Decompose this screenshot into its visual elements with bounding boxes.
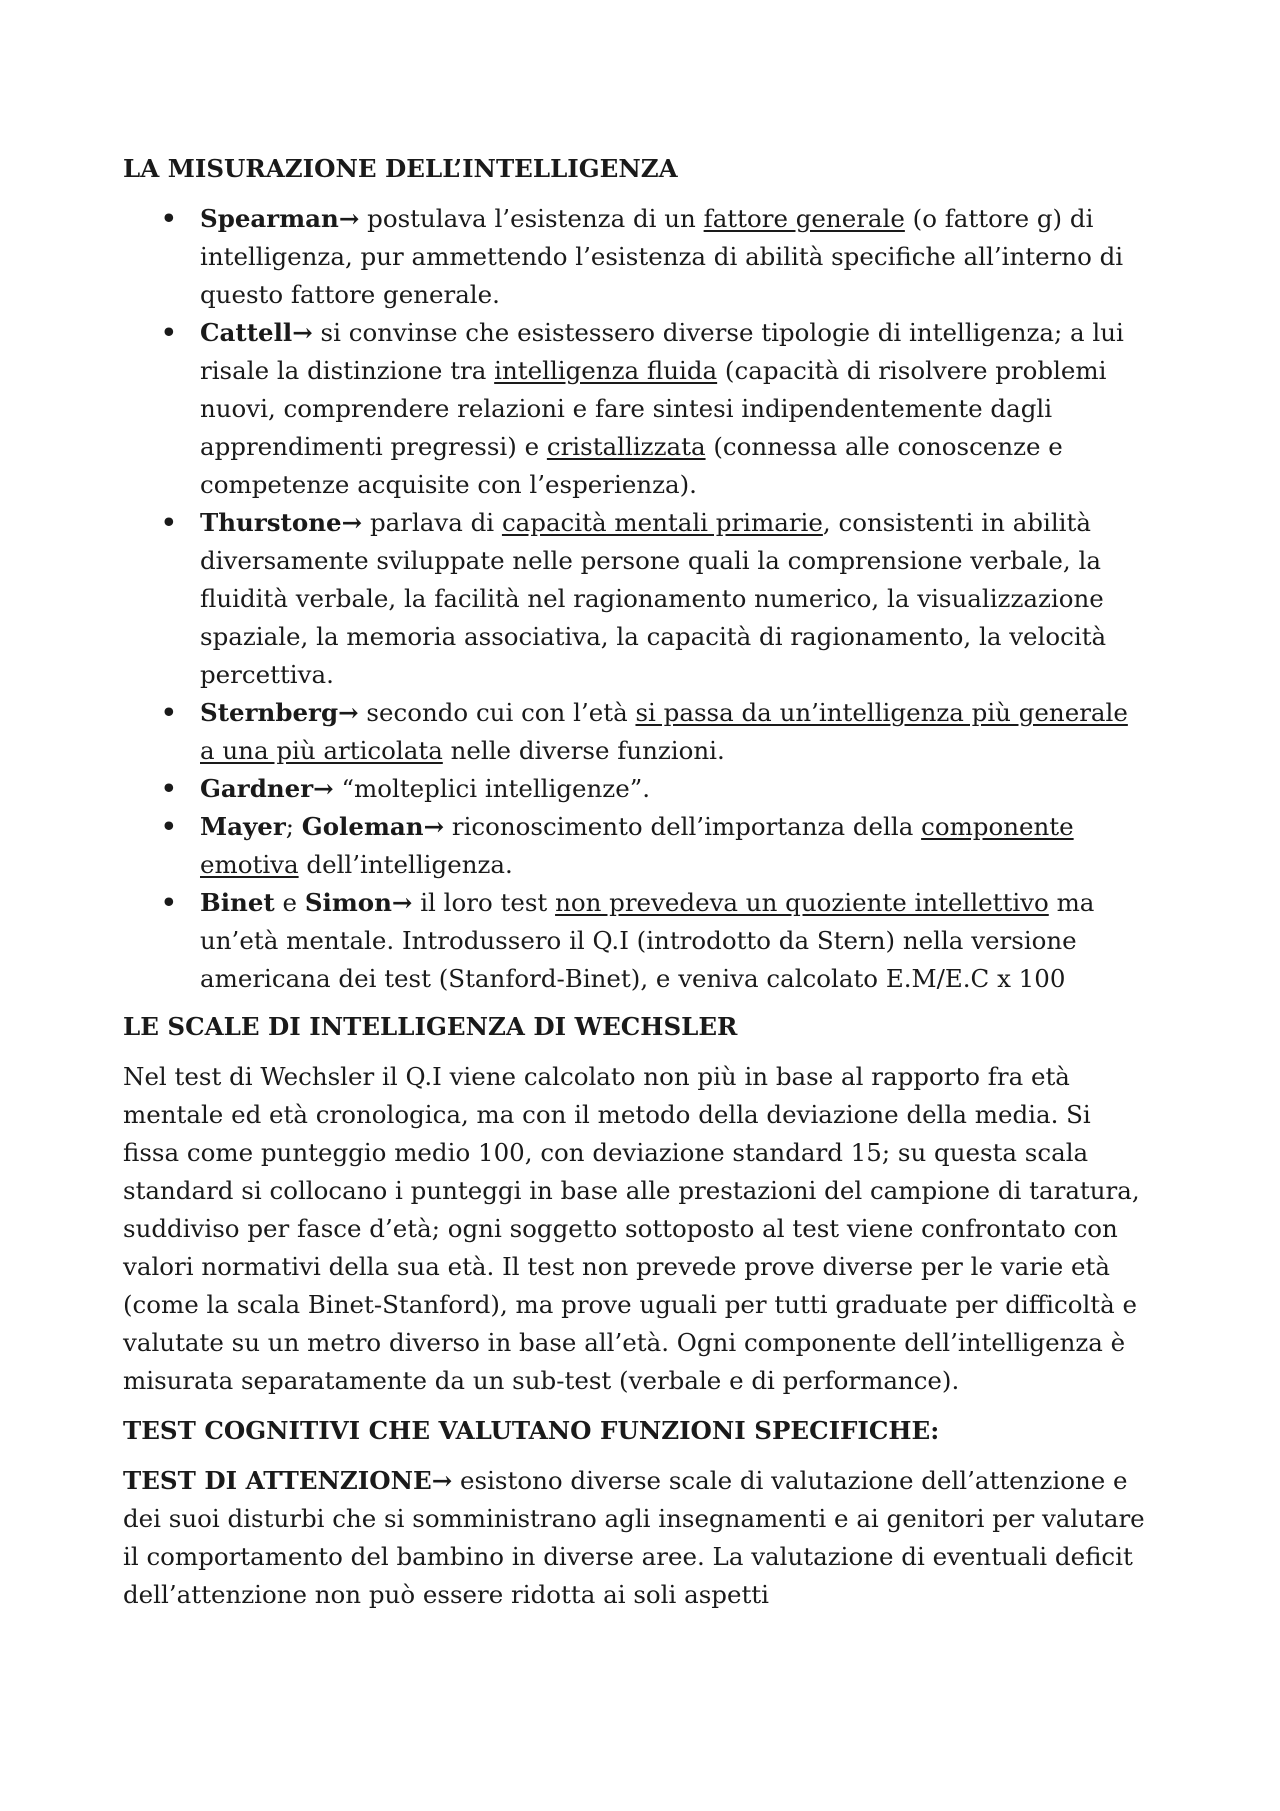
item-text: parlava di [362,508,502,537]
section-title-wechsler: LE SCALE DI INTELLIGENZA DI WECHSLER [123,1012,738,1041]
arrow-icon: → [431,1466,453,1495]
underlined-term: non prevedeva un quoziente intellettivo [555,888,1049,917]
item-text: , consistenti in abilità diversamente sviluppate nelle persone quali la comprensione verbale, la fluidità verbale, la facilità nel ragionamento numerico, la visualizzazione spaziale, la memoria associativa, la capacità di ragionamento, la velocità percettiva. [200,508,1107,689]
underlined-term: fattore generale [703,204,905,233]
item-text: (capacità di risolvere problemi nuovi, comprendere relazioni e fare sintesi indipendentemente dagli apprendimenti pregressi) e [200,356,1107,461]
name-separator: ; [285,812,302,841]
arrow-icon: → [313,774,334,803]
theorist-name: Sternberg [200,698,339,727]
list-item-binet-simon [123,884,1150,998]
theorist-name: Mayer [200,812,286,841]
theorist-name: Gardner [200,774,314,803]
bullet-icon: • [161,888,177,917]
item-text: (o fattore g) di intelligenza, pur ammettendo l’esistenza di abilità specifiche all’interno di questo fattore generale. [200,204,1124,309]
item-text: secondo cui con l’età [358,698,636,727]
arrow-icon: → [423,812,445,841]
list-item-mayer-goleman [123,808,1150,884]
bullet-icon: • [161,812,177,841]
arrow-icon: → [341,508,363,537]
item-text: “molteplici intelligenze”. [333,774,651,803]
section-title-intelligence: LA MISURAZIONE DELL’INTELLIGENZA [123,154,678,183]
list-item-spearman [123,200,1150,314]
theorist-name: Goleman [301,812,424,841]
item-text: riconoscimento dell’importanza della [444,812,922,841]
list-item-thurstone [123,504,1150,694]
item-text: (connessa alle conoscenze e competenze acquisite con l’esperienza). [200,432,1063,499]
name-separator: e [274,888,305,917]
theorist-name: Thurstone [200,508,342,537]
bullet-icon: • [161,774,177,803]
underlined-term: capacità mentali primarie [501,508,823,537]
bullet-icon: • [161,204,177,233]
section-title-cognitive-tests: TEST COGNITIVI CHE VALUTANO FUNZIONI SPECIFICHE: [123,1416,940,1445]
attention-label: TEST DI ATTENZIONE [123,1466,432,1495]
list-item-cattell [123,314,1150,504]
arrow-icon: → [338,698,359,727]
bullet-icon: • [161,698,177,727]
theorist-name: Cattell [200,318,293,347]
theorist-name: Binet [200,888,275,917]
item-text: postulava l’esistenza di un [359,204,704,233]
item-text: il loro test [412,888,556,917]
theorist-name: Spearman [200,204,339,233]
item-text: si convinse che esistessero diverse tipologie di intelligenza; a lui risale la distinzione tra [200,318,1124,385]
item-text: ma un’età mentale. Introdussero il Q.I (introdotto da Stern) nella versione americana dei test (Stanford-Binet), e veniva calcolato E.M/E.C x 100 [200,888,1095,993]
arrow-icon: → [338,204,360,233]
item-text: nelle diverse funzioni. [442,736,725,765]
item-text: dell’intelligenza. [298,850,513,879]
attention-paragraph [123,1462,1150,1614]
underlined-term: intelligenza fluida [494,356,718,385]
underlined-term: si passa da un’intelligenza più generale a una più articolata [200,698,1128,765]
arrow-icon: → [391,888,413,917]
arrow-icon: → [292,318,313,347]
theorist-name: Simon [304,888,392,917]
bullet-icon: • [161,318,177,347]
list-item-sternberg [123,694,1150,770]
bullet-icon: • [161,508,177,537]
underlined-term: cristallizzata [546,432,706,461]
attention-text: esistono diverse scale di valutazione dell’attenzione e dei suoi disturbi che si somministrano agli insegnamenti e ai genitori per valutare il comportamento del bambino in diverse aree. La valutazione di eventuali deficit dell’attenzione non può essere ridotta ai soli aspetti [123,1466,1145,1609]
wechsler-paragraph: Nel test di Wechsler il Q.I viene calcolato non più in base al rapporto fra età mentale ed età cronologica, ma con il metodo della deviazione della media. Si fissa come punteggio medio 100, con deviazione standard 15; su questa scala standard si collocano i punteggi in base alle prestazioni del campione di taratura, suddiviso per fasce d’età; ogni soggetto sottoposto al test viene confrontato con valori normativi della sua età. Il test non prevede prove diverse per le varie età (come la scala Binet-Stanford), ma prove uguali per tutti graduate per difficoltà e valutate su un metro diverso in base all’età. Ogni componente dell’intelligenza è misurata separatamente da un sub-test (verbale e di performance). [123,1062,1140,1395]
theorists-list [123,200,1150,998]
underlined-term: componente emotiva [200,812,1074,879]
list-item-gardner [123,770,1150,808]
